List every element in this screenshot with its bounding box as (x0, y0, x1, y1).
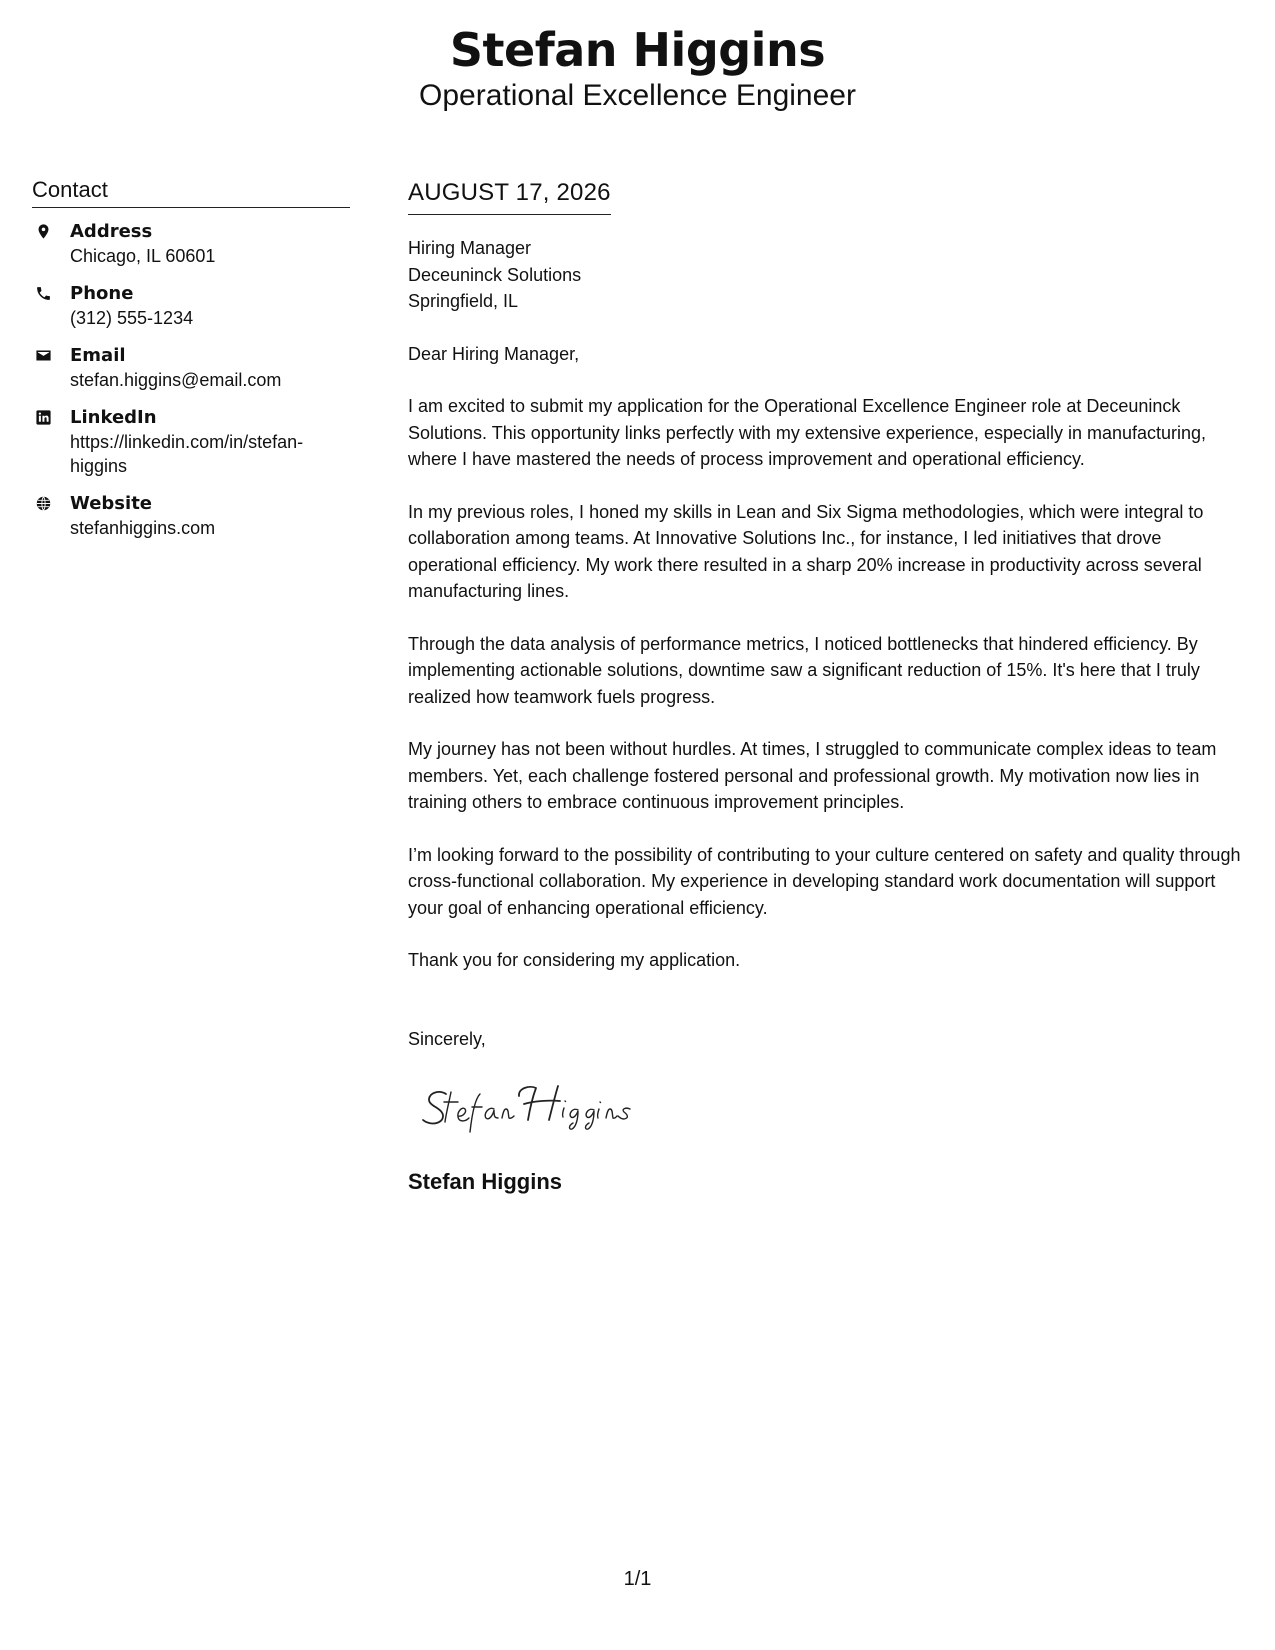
contact-label: Phone (70, 283, 134, 304)
contact-value-phone: (312) 555-1234 (70, 308, 194, 328)
contact-value-address: Chicago, IL 60601 (70, 246, 216, 266)
contact-item-phone (32, 282, 350, 330)
phone-icon (32, 282, 70, 304)
applicant-job-title: Operational Excellence Engineer (419, 79, 856, 112)
contact-item-address (32, 220, 350, 268)
letter-paragraph: My journey has not been without hurdles. At times, I struggled to communicate complex ideas to team members. Yet, each challenge fostered personal and professional growth. My motivation now lies in training others to embrace continuous improvement principles. (408, 739, 1217, 812)
handwritten-signature (418, 1080, 658, 1140)
envelope-icon (32, 344, 70, 366)
letter-paragraph: Thank you for considering my application. (408, 950, 741, 970)
contact-value-email[interactable]: stefan.higgins@email.com (70, 370, 282, 390)
recipient-line: Hiring Manager (408, 238, 532, 258)
contact-label: Website (70, 493, 153, 514)
page-number: 1/1 (623, 1568, 652, 1590)
contact-item-website (32, 492, 350, 540)
letter-date: AUGUST 17, 2026 (408, 178, 611, 215)
contact-label: LinkedIn (70, 407, 157, 428)
letter-paragraph: Through the data analysis of performance metrics, I noticed bottlenecks that hindered efficiency. By implementing actionable solutions, downtime saw a significant reduction of 15%. It's here that I truly realized how teamwork fuels progress. (408, 633, 1200, 707)
closing: Sincerely, (408, 1028, 486, 1049)
applicant-name: Stefan Higgins (449, 23, 826, 77)
letter-paragraph: I’m looking forward to the possibility of contributing to your culture centered on safety and quality through cross-functional collaboration. My experience in developing standard work documentation will support your goal of enhancing operational efficiency. (408, 844, 1241, 918)
map-pin-icon (32, 220, 70, 242)
contact-value-linkedin[interactable]: https://linkedin.com/in/stefan-higgins (70, 432, 304, 476)
salutation: Dear Hiring Manager, (408, 343, 580, 364)
letter-paragraph: In my previous roles, I honed my skills in Lean and Six Sigma methodologies, which were integral to collaboration among teams. At Innovative Solutions Inc., for instance, I led initiatives that drove operational efficiency. My work there resulted in a sharp 20% increase in productivity across several manufacturing lines. (408, 501, 1204, 601)
document-header (0, 22, 1275, 114)
letter-body (408, 178, 1248, 1196)
globe-icon (32, 492, 70, 514)
contact-value-website[interactable]: stefanhiggins.com (70, 518, 216, 538)
contact-label: Address (70, 221, 153, 242)
contact-item-email (32, 344, 350, 392)
recipient-block (408, 235, 1248, 315)
recipient-line: Deceuninck Solutions (408, 264, 582, 285)
contact-label: Email (70, 345, 126, 366)
contact-sidebar (32, 176, 350, 554)
signer-name: Stefan Higgins (408, 1168, 563, 1194)
contact-heading: Contact (32, 176, 350, 208)
contact-item-linkedin (32, 406, 350, 478)
letter-paragraph: I am excited to submit my application for the Operational Excellence Engineer role at Deceuninck Solutions. This opportunity links perfectly with my extensive experience, especially in manufacturing, where I have mastered the needs of process improvement and operational efficiency. (408, 396, 1207, 469)
linkedin-icon (32, 406, 70, 428)
recipient-line: Springfield, IL (408, 291, 519, 311)
contact-list (32, 220, 350, 540)
